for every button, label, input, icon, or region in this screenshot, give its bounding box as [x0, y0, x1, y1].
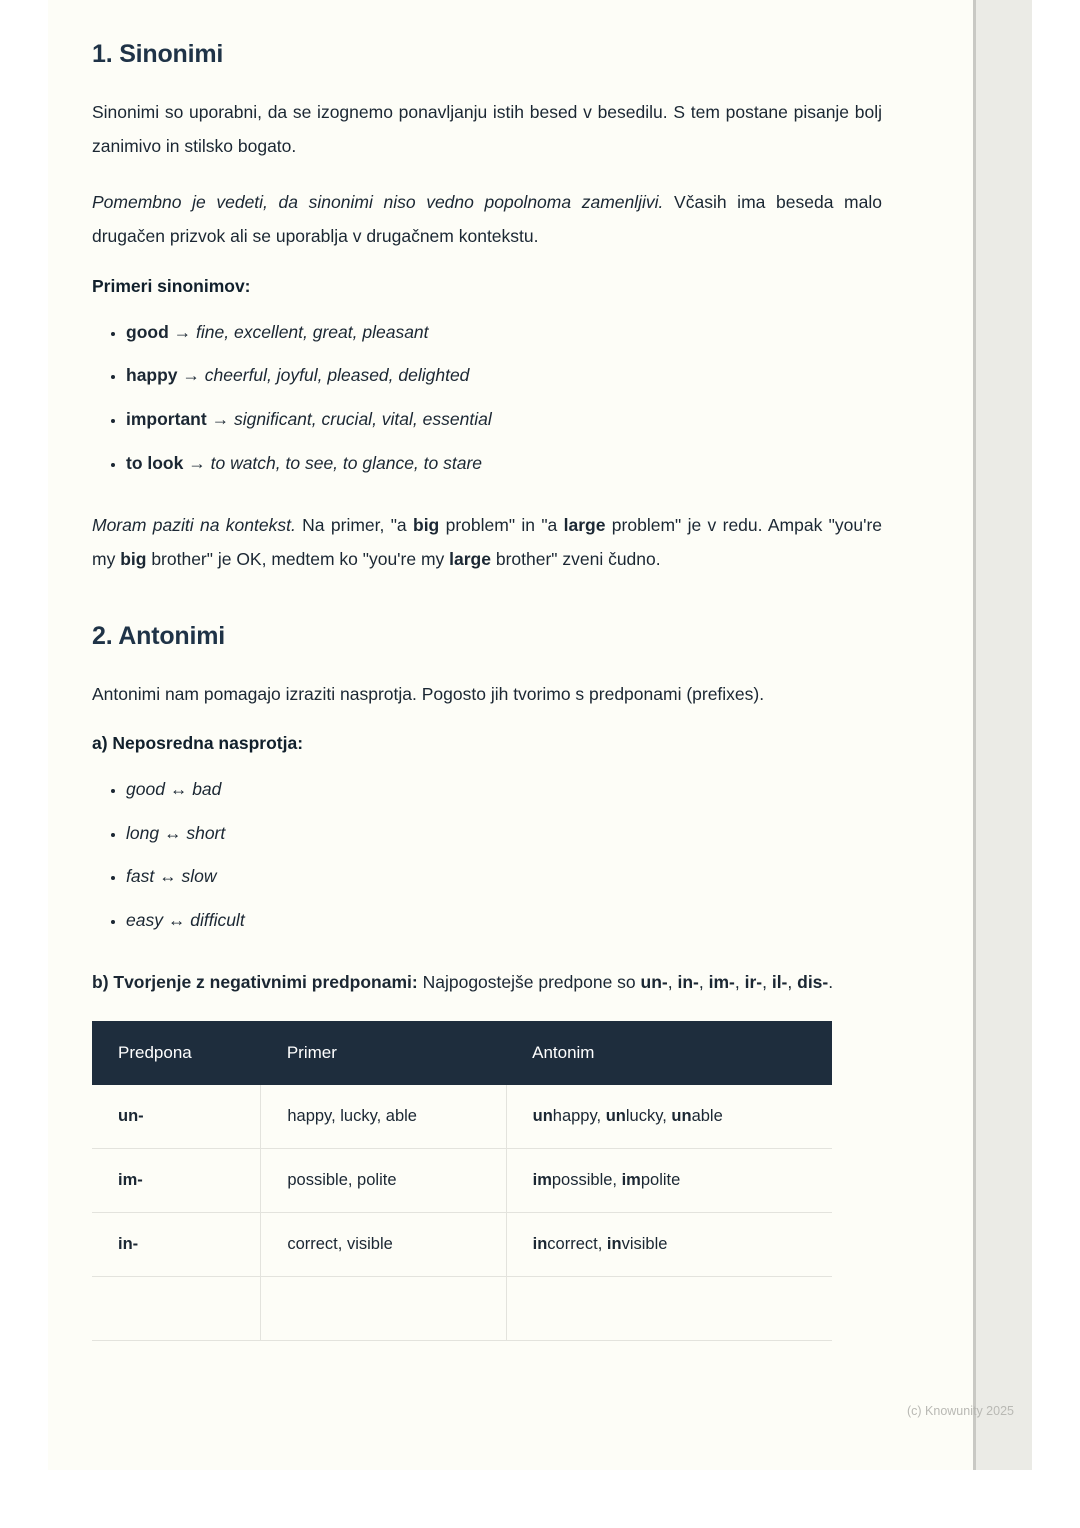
- double-arrow-icon: ↔: [167, 910, 186, 931]
- cell-prefix: im-: [92, 1149, 261, 1213]
- antonym-list: [92, 768, 882, 943]
- antonym-right: short: [186, 822, 226, 843]
- list-item: [126, 812, 882, 856]
- context-paragraph: [92, 508, 882, 576]
- arrow-icon: →: [173, 321, 192, 342]
- arrow-icon: →: [188, 452, 206, 473]
- prefix-un: un-: [640, 971, 668, 992]
- subsection-b-text-1: Najpogostejše predpone so: [417, 971, 641, 992]
- prefix-table: [92, 1021, 832, 1341]
- synonym-word: happy: [126, 365, 178, 386]
- cell-prefix: in-: [92, 1213, 261, 1277]
- context-text-5: brother" zveni čudno.: [490, 548, 661, 569]
- cell-example: [261, 1277, 506, 1341]
- arrow-icon: →: [211, 409, 230, 429]
- antonym-stem: lucky,: [625, 1107, 672, 1125]
- synonym-values: cheerful, joyful, pleased, delighted: [204, 365, 470, 386]
- cell-antonym: [506, 1085, 832, 1149]
- synonym-values: fine, excellent, great, pleasant: [196, 321, 429, 342]
- sep-4: ,: [762, 971, 772, 992]
- antonym-left: long: [126, 822, 160, 843]
- synonym-word: good: [126, 321, 169, 342]
- double-arrow-icon: ↔: [159, 866, 177, 887]
- antonym-prefix: un: [671, 1107, 692, 1125]
- document-page: [48, 0, 1032, 1470]
- table-row: [92, 1277, 832, 1341]
- antonym-left: easy: [126, 910, 163, 931]
- context-emphasis: Moram paziti na kontekst.: [92, 514, 296, 535]
- table-row: [92, 1085, 832, 1149]
- cell-example: correct, visible: [261, 1213, 506, 1277]
- antonym-prefix: im: [532, 1171, 552, 1189]
- antonym-right: difficult: [190, 910, 245, 931]
- antonym-prefix: in: [606, 1235, 622, 1253]
- antonym-left: fast: [126, 866, 155, 887]
- context-text-2: problem" in "a: [439, 514, 564, 535]
- list-item: [126, 768, 882, 812]
- prefix-im: im-: [708, 971, 735, 992]
- scrollbar-track[interactable]: [973, 0, 976, 1470]
- prefix-il: il-: [771, 971, 788, 992]
- synonym-values: to watch, to see, to glance, to stare: [210, 452, 483, 473]
- table-header-antonim: Antonim: [506, 1021, 832, 1085]
- antonym-stem: polite: [640, 1171, 681, 1189]
- sep-2: ,: [698, 971, 709, 992]
- prefix-dis: dis-: [797, 971, 829, 992]
- antonym-stem: able: [691, 1107, 723, 1125]
- cell-antonym: [506, 1213, 832, 1277]
- antonym-left: good: [126, 778, 165, 799]
- table-row: [92, 1149, 832, 1213]
- list-item: [126, 354, 882, 398]
- context-text-1: Na primer, "a: [295, 514, 413, 535]
- synonym-list: [92, 311, 882, 486]
- context-text-4: brother" je OK, medtem ko "you're my: [146, 548, 450, 569]
- table-row: [92, 1213, 832, 1277]
- sep-3: ,: [734, 971, 745, 992]
- sep-1: ,: [667, 971, 678, 992]
- context-text-3: problem" je v redu. Ampak "you're my: [92, 514, 883, 569]
- table-body: [92, 1085, 832, 1341]
- context-bold-1: big: [413, 514, 440, 535]
- antonym-right: slow: [181, 866, 217, 887]
- section-1-paragraph-2-rest: Včasih ima beseda malo drugačen prizvok ali se uporablja v drugačnem kontekstu.: [92, 192, 882, 247]
- list-item: [126, 899, 882, 943]
- cell-prefix: [92, 1277, 261, 1341]
- section-1-paragraph-2: [92, 185, 882, 253]
- cell-antonym: [506, 1149, 832, 1213]
- subsection-b-paragraph: [92, 965, 882, 999]
- antonym-prefix: un: [532, 1107, 553, 1125]
- antonym-right: bad: [192, 778, 222, 799]
- section-1-paragraph-1: Sinonimi so uporabni, da se izognemo ponavljanju istih besed v besedilu. S tem postane pisanje bolj zanimivo in stilsko bogato.: [92, 102, 882, 157]
- sep-5: ,: [787, 971, 798, 992]
- watermark: (c) Knowunity 2025: [906, 1404, 1014, 1418]
- table-header-predpona: Predpona: [92, 1021, 261, 1085]
- context-bold-4: large: [449, 548, 491, 569]
- synonym-values: significant, crucial, vital, essential: [233, 409, 492, 429]
- section-2-heading: 2. Antonimi: [92, 621, 225, 650]
- antonym-prefix: un: [605, 1107, 626, 1125]
- double-arrow-icon: ↔: [163, 822, 182, 843]
- synonym-word: to look: [126, 452, 184, 473]
- list-item: [126, 855, 882, 899]
- cell-prefix: un-: [92, 1085, 261, 1149]
- section-2-paragraph-1: Antonimi nam pomagajo izraziti nasprotja. Pogosto jih tvorimo s predponami (prefixes).: [92, 683, 765, 704]
- synonym-word: important: [126, 409, 207, 429]
- list-item: [126, 398, 882, 442]
- cell-example: possible, polite: [261, 1149, 506, 1213]
- antonym-stem: happy,: [552, 1107, 606, 1125]
- table-header-row: [92, 1021, 832, 1085]
- double-arrow-icon: ↔: [169, 778, 188, 799]
- subsection-a-label: a) Neposredna nasprotja:: [92, 732, 304, 753]
- document-content: [92, 40, 882, 1341]
- antonym-prefix: im: [621, 1171, 641, 1189]
- section-1-heading: 1. Sinonimi: [92, 40, 224, 68]
- context-bold-2: large: [563, 514, 606, 535]
- antonym-stem: correct,: [547, 1235, 607, 1253]
- examples-label: Primeri sinonimov:: [92, 275, 251, 296]
- cell-example: happy, lucky, able: [261, 1085, 506, 1149]
- antonym-prefix: in: [532, 1235, 548, 1253]
- prefix-in: in-: [677, 971, 699, 992]
- list-item: [126, 442, 882, 486]
- antonym-stem: visible: [621, 1235, 668, 1253]
- prefix-ir: ir-: [744, 971, 763, 992]
- cell-antonym: [506, 1277, 832, 1341]
- sep-6: .: [828, 971, 834, 992]
- table-header-primer: Primer: [261, 1021, 506, 1085]
- subsection-b-label: b) Tvorjenje z negativnimi predponami:: [92, 971, 418, 992]
- antonym-stem: possible,: [551, 1171, 622, 1189]
- list-item: [126, 311, 882, 355]
- table-header: [92, 1021, 832, 1085]
- arrow-icon: →: [182, 365, 200, 386]
- section-1-emphasis: Pomembno je vedeti, da sinonimi niso vedno popolnoma zamenljivi.: [92, 192, 664, 213]
- scroll-gutter[interactable]: [974, 0, 1032, 1470]
- context-bold-3: big: [120, 548, 147, 569]
